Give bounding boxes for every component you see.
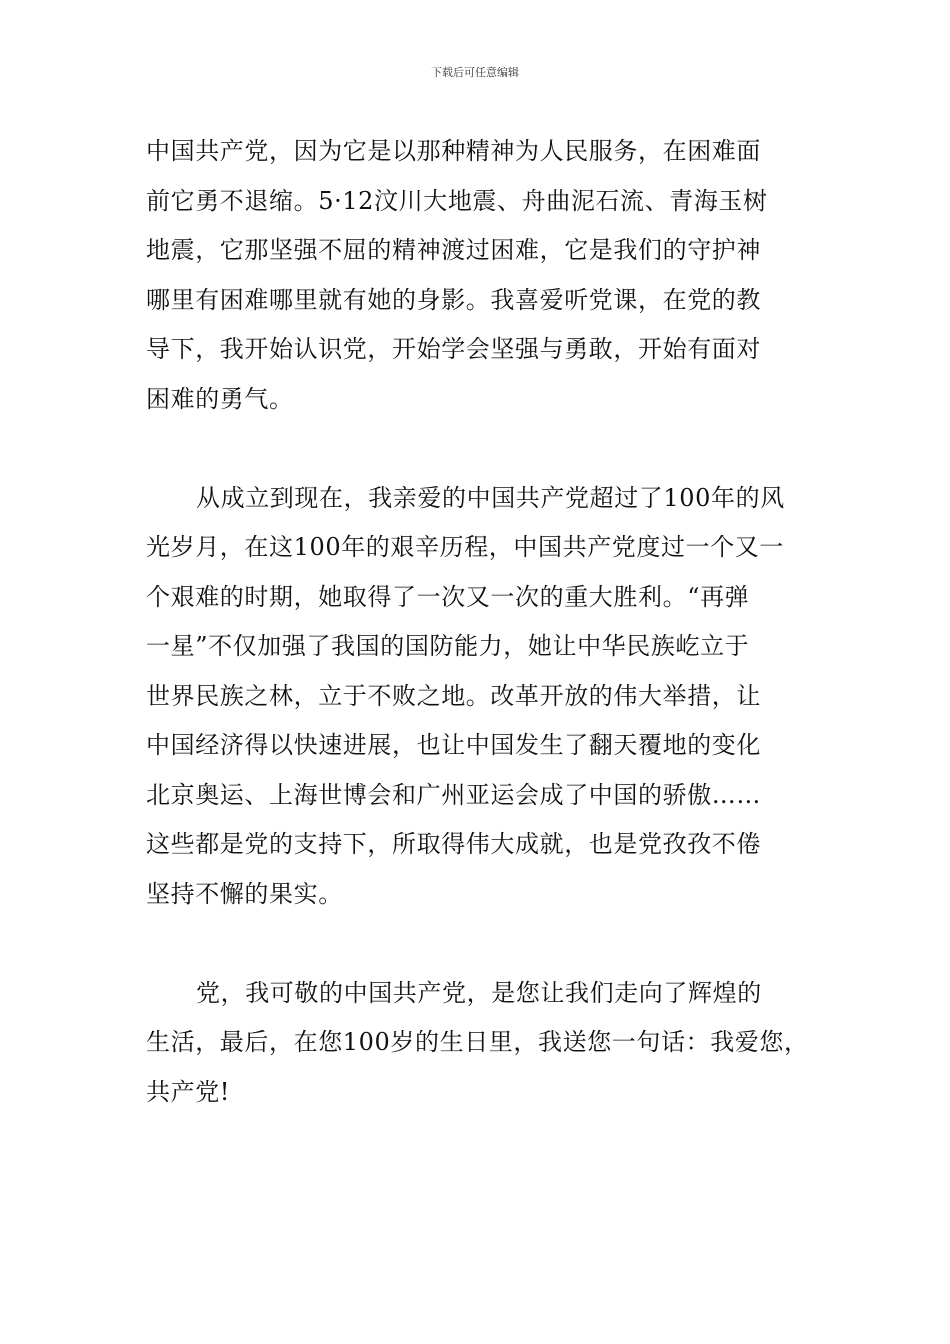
text-line: 个艰难的时期，她取得了一次又一次的重大胜利。“再弹 [146, 582, 750, 611]
page-header: 下载后可任意编辑 [431, 66, 519, 79]
text-line: 从成立到现在，我亲爱的中国共产党超过了100年的风 [196, 483, 785, 512]
text-line: 中国共产党，因为它是以那种精神为人民服务，在困难面 [146, 137, 761, 165]
document-body [146, 127, 826, 1117]
text-line: 共产党! [146, 1077, 231, 1106]
text-line: 导下，我开始认识党，开始学会坚强与勇敢，开始有面对 [146, 335, 761, 363]
paragraph-1 [146, 127, 826, 424]
text-line: 哪里有困难哪里就有她的身影。我喜爱听党课，在党的教 [146, 285, 761, 314]
text-line: 地震，它那坚强不屈的精神渡过困难，它是我们的守护神 [146, 236, 761, 264]
text-line: 党，我可敬的中国共产党，是您让我们走向了辉煌的 [196, 978, 762, 1007]
text-line: 世界民族之林，立于不败之地。改革开放的伟大举措，让 [146, 681, 761, 710]
text-line: 生活，最后，在您100岁的生日里，我送您一句话：我爱您， [146, 1028, 809, 1056]
paragraph-gap [146, 424, 826, 474]
text-line: 这些都是党的支持下，所取得伟大成就，也是党孜孜不倦 [146, 830, 761, 858]
text-line: 一星”不仅加强了我国的国防能力，她让中华民族屹立于 [146, 632, 750, 660]
text-line: 中国经济得以快速进展，也让中国发生了翻天覆地的变化 [146, 731, 761, 759]
paragraph-2 [146, 474, 826, 920]
text-line: 坚持不懈的果实。 [146, 879, 343, 908]
text-line: 光岁月，在这100年的艰辛历程，中国共产党度过一个又一 [146, 533, 785, 561]
text-line: 困难的勇气。 [146, 384, 294, 413]
text-line: 前它勇不退缩。5·12汶川大地震、舟曲泥石流、青海玉树 [146, 186, 768, 215]
paragraph-3 [146, 969, 826, 1118]
text-line: 北京奥运、上海世博会和广州亚运会成了中国的骄傲…… [146, 780, 761, 809]
paragraph-gap [146, 919, 826, 969]
